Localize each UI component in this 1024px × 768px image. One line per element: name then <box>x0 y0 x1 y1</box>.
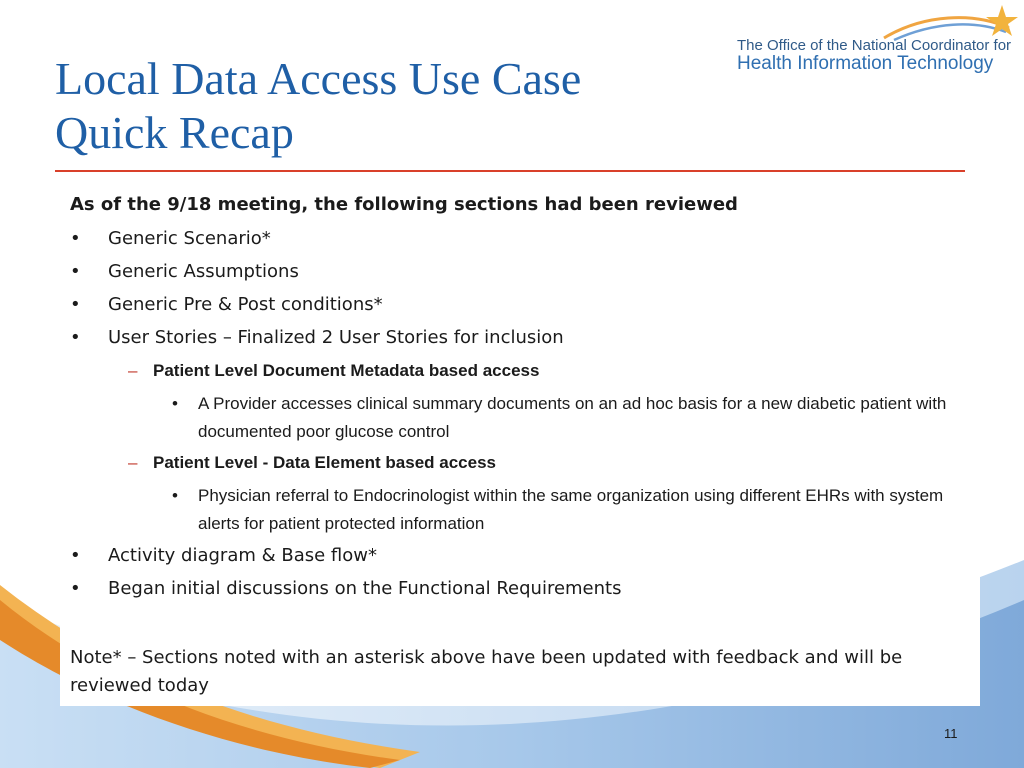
bullet: • <box>70 228 81 249</box>
title-line-1: Local Data Access Use Case <box>55 53 582 104</box>
bullet: • <box>172 486 178 505</box>
story-detail-text: Physician referral to Endocrinologist within the same organization using different EHRs with system alerts for patient protected information <box>198 486 944 533</box>
list-item-text: Generic Pre & Post conditions* <box>108 294 383 315</box>
onc-logo <box>734 4 1019 74</box>
bullet: • <box>70 327 81 348</box>
story-title: Patient Level - Data Element based access <box>153 453 496 472</box>
bullet: • <box>70 578 81 599</box>
bullet: • <box>70 261 81 282</box>
list-item-text: User Stories – Finalized 2 User Stories for inclusion <box>108 327 564 348</box>
list-item-text: Activity diagram & Base flow* <box>108 545 377 566</box>
bullet: • <box>172 394 178 413</box>
content-box <box>60 186 980 706</box>
bullet: • <box>70 545 81 566</box>
story-detail-text: A Provider accesses clinical summary documents on an ad hoc basis for a new diabetic patient with documented poor glucose control <box>198 394 947 441</box>
title-line-2: Quick Recap <box>55 107 294 158</box>
note-text: Note* – Sections noted with an asterisk above have been updated with feedback and will be reviewed today <box>70 647 903 696</box>
section-heading: As of the 9/18 meeting, the following sections had been reviewed <box>70 194 738 215</box>
logo-line-2: Health Information Technology <box>737 53 994 74</box>
list-item-text: Generic Scenario* <box>108 228 271 249</box>
slide-title <box>55 52 715 160</box>
bullet: • <box>70 294 81 315</box>
list-item-text: Generic Assumptions <box>108 261 299 282</box>
logo-line-1: The Office of the National Coordinator for <box>737 37 1012 54</box>
list-item-text: Began initial discussions on the Functional Requirements <box>108 578 622 599</box>
title-divider <box>55 170 965 172</box>
page-number: 11 <box>944 726 958 741</box>
story-title: Patient Level Document Metadata based access <box>153 361 540 380</box>
dash: – <box>128 453 138 472</box>
dash: – <box>128 361 138 380</box>
